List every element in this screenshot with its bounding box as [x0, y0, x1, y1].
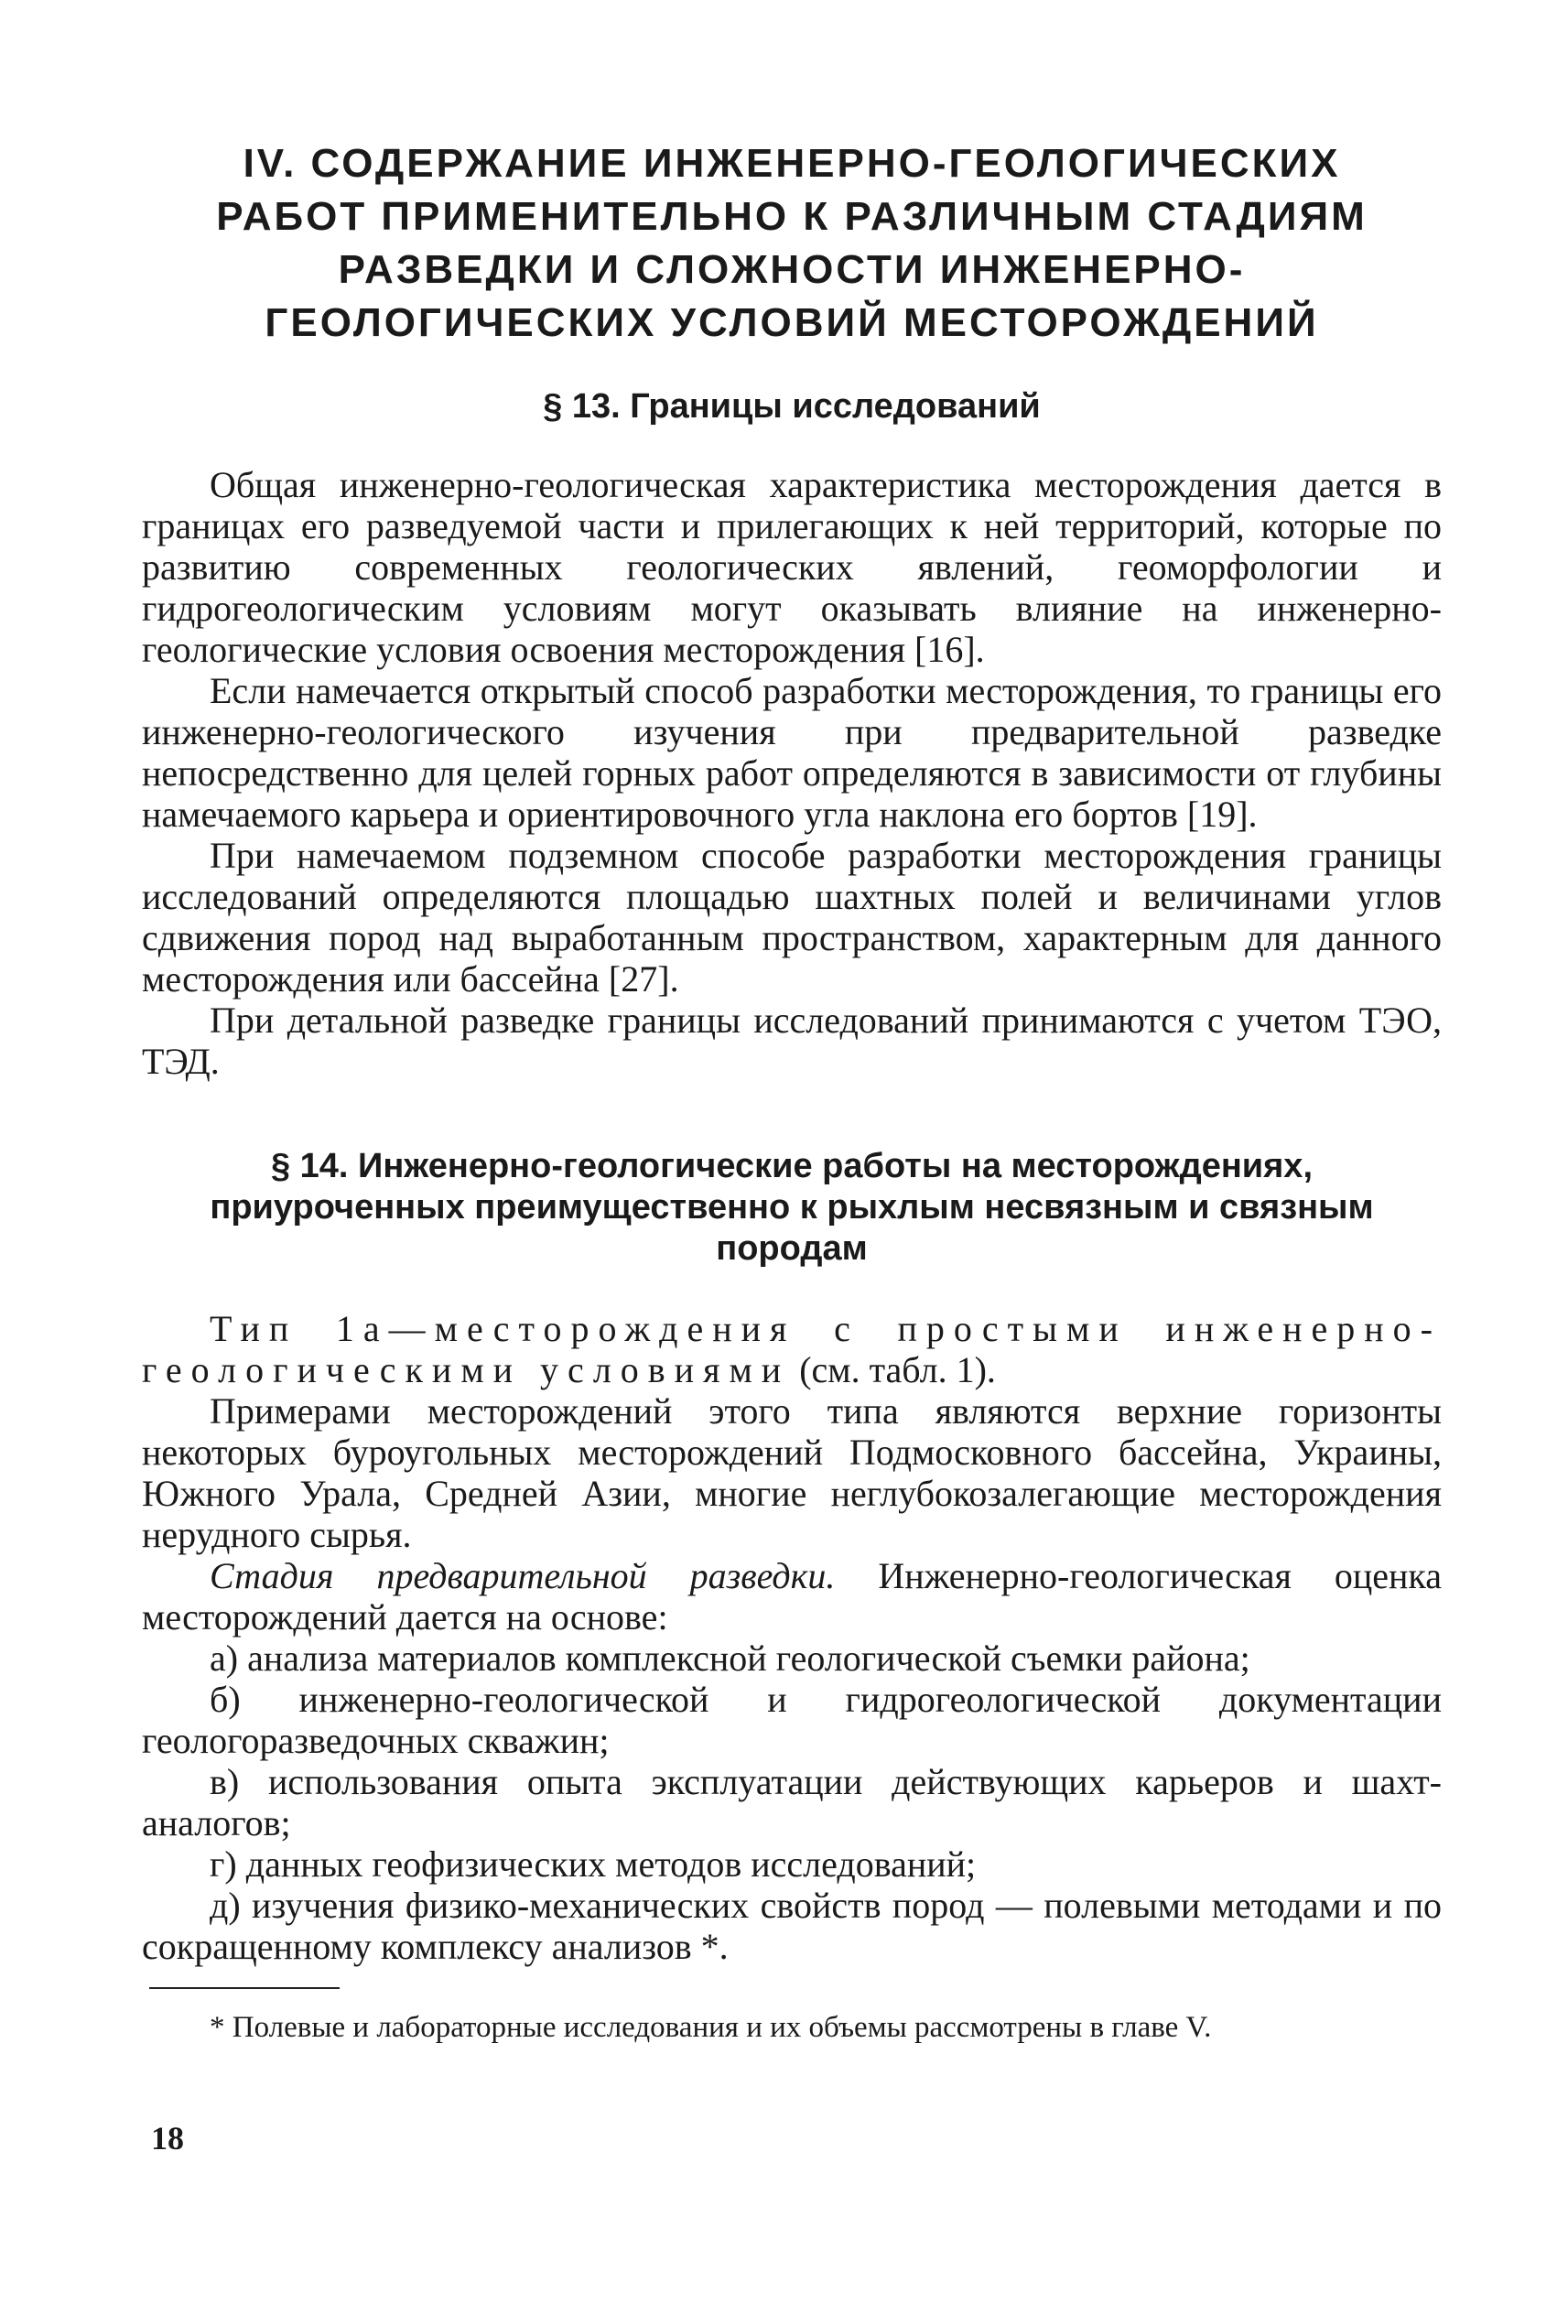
stage-text: Инженерно-геологическая оценка месторождений дается на основе:: [142, 1555, 1442, 1638]
stage-heading: Стадия предварительной разведки.: [210, 1555, 836, 1596]
type-1a-table-ref: (см. табл. 1).: [790, 1349, 996, 1390]
footnote: * Полевые и лабораторные исследования и их объемы рассмотрены в главе V.: [210, 2011, 1212, 2044]
book-page: [142, 137, 1442, 2046]
list-item-c: в) использования опыта эксплуатации действующих карьеров и шахт-аналогов;: [142, 1761, 1442, 1843]
section-13-title: § 13. Границы исследований: [543, 387, 1041, 426]
list-item-b: б) инженерно-геологической и гидрогеологической документации геологоразведочных скважин;: [142, 1679, 1442, 1761]
list-item-d: г) данных геофизических методов исследований;: [210, 1843, 977, 1885]
examples-paragraph: Примерами месторождений этого типа являются верхние горизонты некоторых буроугольных месторождений Подмосковного бассейна, Украины, Южного Урала, Средней Азии, многие неглубокозалегающие месторождения нерудного сырья.: [142, 1390, 1442, 1555]
section-13-paragraph-4: При детальной разведке границы исследований принимаются с учетом ТЭО, ТЭД.: [142, 1000, 1442, 1082]
section-13-paragraph-1: Общая инженерно-геологическая характеристика месторождения дается в границах его разведуемой части и прилегающих к ней территорий, которые по развитию современных геологических явлений, геоморфологии и гидрогеологическим условиям могут оказывать влияние на инженерно-геологические условия освоения месторождения [16].: [142, 464, 1442, 670]
footnote-divider: [149, 1987, 340, 1989]
type-1a-heading: Тип 1а—месторождения с простыми инженерно-геологическими условиями: [142, 1308, 1442, 1390]
list-item-e: д) изучения физико-механических свойств пород — полевыми методами и по сокращенному комплексу анализов *.: [142, 1885, 1442, 1967]
list-item-a: а) анализа материалов комплексной геологической съемки района;: [210, 1638, 1250, 1679]
stage-paragraph: [142, 1555, 1442, 1638]
section-13-paragraph-2: Если намечается открытый способ разработки месторождения, то границы его инженерно-геологического изучения при предварительной разведке непосредственно для целей горных работ определяются в зависимости от глубины намечаемого карьера и ориентировочного угла наклона его бортов [19].: [142, 670, 1442, 835]
page-number: 18: [151, 2120, 184, 2156]
section-14-title: § 14. Инженерно-геологические работы на месторождениях, приуроченных преимущественно к рыхлым несвязным и связным породам: [210, 1147, 1374, 1268]
chapter-title: IV. СОДЕРЖАНИЕ ИНЖЕНЕРНО-ГЕОЛОГИЧЕСКИХ РАБОТ ПРИМЕНИТЕЛЬНО К РАЗЛИЧНЫМ СТАДИЯМ РАЗВЕДКИ И СЛОЖНОСТИ ИНЖЕНЕРНО-ГЕОЛОГИЧЕСКИХ УСЛОВИЙ МЕСТОРОЖДЕНИЙ: [216, 141, 1368, 345]
section-13-paragraph-3: При намечаемом подземном способе разработки месторождения границы исследований определяются площадью шахтных полей и величинами углов сдвижения пород над выработанным пространством, характерным для данного месторождения или бассейна [27].: [142, 835, 1442, 1000]
type-1a-paragraph: [142, 1308, 1442, 1390]
